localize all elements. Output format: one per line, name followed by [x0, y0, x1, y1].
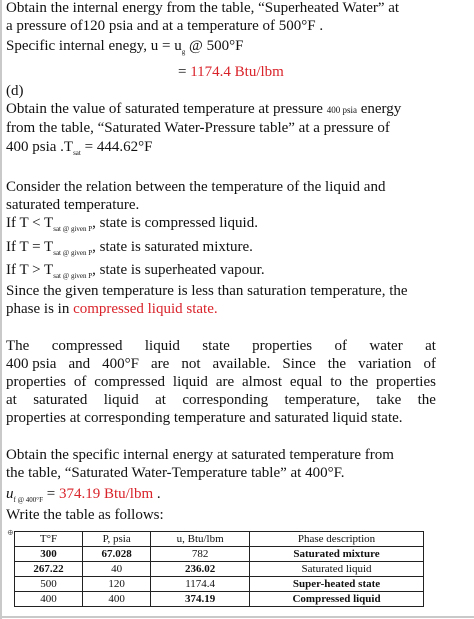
move-handle-icon[interactable]: ⊕	[7, 528, 14, 537]
condition-line: If $T = T_{sat @ given P}$, state is saturated mixture.	[6, 239, 253, 257]
column-header: P, psia	[83, 532, 151, 547]
table-cell: Saturated liquid	[250, 562, 424, 577]
section-label: (d)	[6, 83, 24, 99]
table-cell: Super-heated state	[250, 577, 424, 592]
table-header-row	[15, 532, 424, 547]
condition-line: If $T < T_{sat @ given P}$, state is compressed liquid.	[6, 215, 258, 233]
table-cell: 500	[15, 577, 83, 592]
condition-line: If $T > T_{sat @ given P}$, state is superheated vapour.	[6, 262, 265, 280]
text-line: 400 psia $.T_{sat} = 444.62^\circ F$	[6, 139, 153, 157]
result-value: 374.19 Btu/lbm	[58, 486, 154, 502]
justified-line: The compressed liquid state properties of water at	[6, 338, 436, 354]
table-cell: 120	[83, 577, 151, 592]
justified-line: 400 psia and 400°F are not available. Since the variation of	[6, 356, 436, 372]
result-line: $u_{f @ 400^\circ F} = 374.19$ Btu/lbm .	[6, 486, 161, 504]
text-line: from the table, “Saturated Water-Pressure table” at a pressure of	[6, 120, 390, 136]
text-line: a pressure of120 psia and at a temperature of 500°F .	[6, 18, 324, 34]
justified-line: at saturated liquid at corresponding temperature, take the	[6, 392, 436, 408]
text-line: the table, “Saturated Water-Temperature table” at 400°F.	[6, 465, 345, 481]
page-border	[0, 616, 474, 618]
text-line: Obtain the specific internal energy at saturated temperature from	[6, 447, 394, 463]
table-cell: Saturated mixture	[250, 547, 424, 562]
column-header: u, Btu/lbm	[151, 532, 250, 547]
text-line: phase is in compressed liquid state.	[6, 301, 218, 317]
table-cell: 400	[83, 592, 151, 607]
table-cell: 40	[83, 562, 151, 577]
table-cell: 1174.4	[151, 577, 250, 592]
table-cell: 236.02	[151, 562, 250, 577]
table-row	[15, 562, 424, 577]
text-line: Specific internal enegy, $u = u_g$ @ 500°F	[6, 38, 244, 56]
table-cell: 300	[15, 547, 83, 562]
page-border	[0, 0, 2, 619]
result-value: 1174.4 Btu/lbm	[190, 64, 284, 80]
table-cell: 400	[15, 592, 83, 607]
text-line: Consider the relation between the temperature of the liquid and	[6, 179, 386, 195]
table-row	[15, 577, 424, 592]
text-line: Since the given temperature is less than saturation temperature, the	[6, 283, 408, 299]
text-line: properties at corresponding temperature and saturated liquid state.	[6, 410, 403, 426]
column-header: Phase description	[250, 532, 424, 547]
column-header: T°F	[15, 532, 83, 547]
text-line: Write the table as follows:	[6, 507, 164, 523]
text-line: saturated temperature.	[6, 197, 140, 213]
table-cell: 374.19	[151, 592, 250, 607]
table-cell: Compressed liquid	[250, 592, 424, 607]
table-row	[15, 547, 424, 562]
table-cell: 782	[151, 547, 250, 562]
summary-table	[14, 531, 424, 607]
result-line: = 1174.4 Btu/lbm	[178, 64, 284, 80]
text-line: Obtain the value of saturated temperature at pressure 400 psia energy	[6, 101, 402, 117]
highlighted-phase: compressed liquid state.	[73, 301, 218, 317]
table-cell: 267.22	[15, 562, 83, 577]
justified-line: properties of compressed liquid are almost equal to the properties	[6, 374, 436, 390]
table-row	[15, 592, 424, 607]
text-line: Obtain the internal energy from the table, “Superheated Water” at	[6, 0, 400, 16]
table-cell: 67.028	[83, 547, 151, 562]
